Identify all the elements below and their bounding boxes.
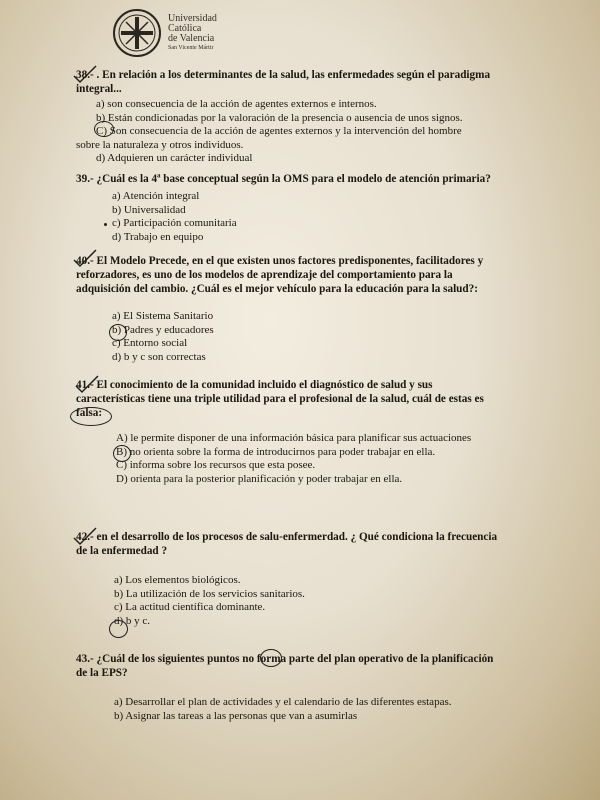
option-c: c) La actitud científica dominante. <box>114 601 266 614</box>
options-list <box>112 190 558 244</box>
options-list <box>116 432 558 486</box>
question-text-line1: ¿Cuál es la 4ª base conceptual según la OMS para el modelo de atención primaria? <box>96 173 491 185</box>
question-text-line2: características tiene una triple utilidad para el profesional de la salud, cuál de estas es <box>76 393 484 405</box>
options-list <box>114 696 558 723</box>
question-text-line1: en el desarrollo de los procesos de salu-enfermerdad. ¿ Qué condiciona la frecuencia <box>96 531 498 543</box>
question-title <box>76 652 558 680</box>
logo-line2: Católica <box>168 23 202 34</box>
logo-line1: Universidad <box>168 13 217 24</box>
university-header <box>112 8 217 58</box>
question-number: 43.- <box>76 653 94 665</box>
question-42 <box>76 530 558 628</box>
option-c: C) Son consecuencia de la acción de agentes externos y la intervención del hombre <box>96 125 462 138</box>
question-39 <box>76 172 558 244</box>
option-b: b) Están condicionadas por la valoración de la presencia o ausencia de unos signos. <box>96 111 463 124</box>
option-b: b) Asignar las tareas a las personas que van a asumirlas <box>114 709 358 722</box>
option-d: d) b y c son correctas <box>112 350 206 363</box>
option-d: d) b y c. <box>114 614 151 627</box>
question-text-line3: adquisición del cambio. ¿Cuál es el mejor vehículo para la educación para la salud?: <box>76 283 478 295</box>
university-seal-icon <box>112 8 162 58</box>
question-number: 39.- <box>76 173 94 185</box>
question-41 <box>76 378 558 486</box>
logo-line4: San Vicente Mártir <box>168 45 214 51</box>
question-number: 38.- . <box>76 69 100 81</box>
option-d: D) orienta para la posterior planificación y poder trabajar en ella. <box>116 472 403 485</box>
question-number: 42.- <box>76 531 94 543</box>
option-c: c) Participación comunitaria <box>112 217 237 230</box>
question-43 <box>76 652 558 723</box>
option-d: d) Adquieren un carácter individual <box>96 152 253 165</box>
question-text-line1: El conocimiento de la comunidad incluido el diagnóstico de salud y sus <box>96 379 433 391</box>
answer-dot-mark <box>104 223 107 226</box>
option-a: a) El Sistema Sanitario <box>112 310 214 322</box>
option-c-continued: sobre la naturaleza y otros individuos. <box>76 138 244 151</box>
option-a: a) Desarrollar el plan de actividades y el calendario de las diferentes estapas. <box>114 696 452 708</box>
question-title <box>76 254 558 296</box>
option-c: C) informa sobre los recursos que esta posee. <box>116 459 316 472</box>
question-number: 41.- <box>76 379 94 391</box>
option-b: b) La utilización de los servicios sanitarios. <box>114 587 305 600</box>
option-a: a) son consecuencia de la acción de agentes externos e internos. <box>96 98 377 110</box>
question-40 <box>76 254 558 364</box>
question-text-line2: de la EPS? <box>76 667 128 679</box>
question-text-line2: de la enfermedad ? <box>76 545 168 557</box>
question-text-line1: El Modelo Precede, en el que existen unos factores predisponentes, facilitadores y <box>96 255 484 267</box>
question-title <box>76 378 558 420</box>
options-list <box>114 574 558 628</box>
question-title <box>76 68 558 96</box>
options-list <box>112 310 558 364</box>
option-d: d) Trabajo en equipo <box>112 230 204 243</box>
logo-line3: de Valencia <box>168 33 215 44</box>
option-b: b) Universalidad <box>112 203 186 216</box>
question-text-line1: En relación a los determinantes de la salud, las enfermedades según el paradigma <box>102 69 491 81</box>
option-a: a) Atención integral <box>112 190 200 202</box>
option-a: a) Los elementos biológicos. <box>114 574 241 586</box>
question-38 <box>76 68 558 166</box>
option-a: A) le permite disponer de una información básica para planificar sus actuaciones <box>116 432 472 444</box>
question-text-line2: reforzadores, es uno de los modelos de aprendizaje del comportamiento para la <box>76 269 453 281</box>
options-list <box>76 98 558 166</box>
option-b: B) no orienta sobre la forma de introducirnos para poder trabajar en ella. <box>116 445 436 458</box>
question-text-line3: falsa: <box>76 407 103 419</box>
option-b: b) Padres y educadores <box>112 323 214 336</box>
question-title <box>76 530 558 558</box>
university-name <box>168 14 217 52</box>
question-text-line2: integral... <box>76 83 122 95</box>
question-title <box>76 172 558 186</box>
question-number: 40.- <box>76 255 94 267</box>
question-text-line1: ¿Cuál de los siguientes puntos no forma parte del plan operativo de la planificación <box>96 653 494 665</box>
option-c: c) Entorno social <box>112 337 188 350</box>
